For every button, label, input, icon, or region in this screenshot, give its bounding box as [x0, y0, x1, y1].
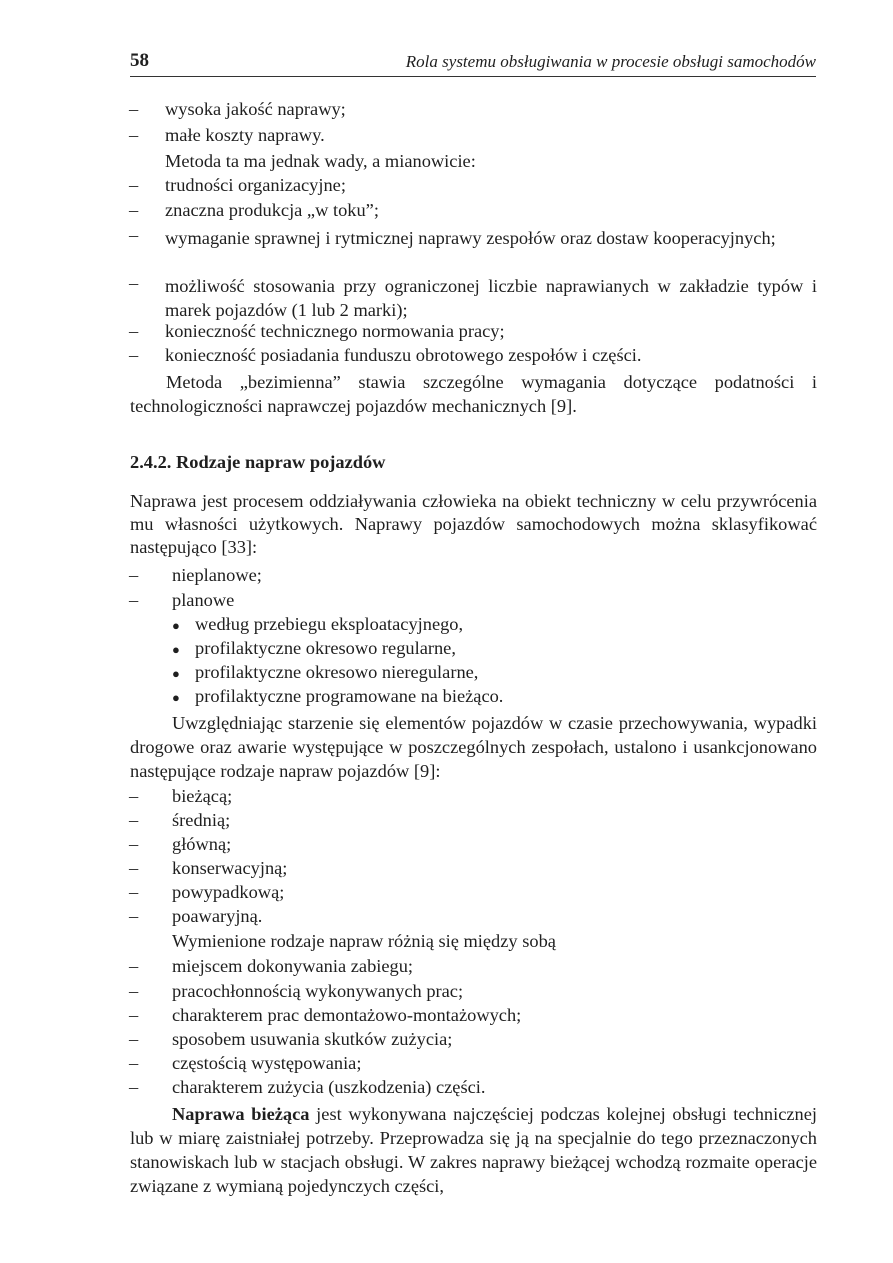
list-item: konieczność technicznego normowania pracy; — [165, 321, 505, 341]
page-header — [130, 50, 816, 77]
list-item: według przebiegu eksploatacyjnego, — [195, 614, 464, 634]
current-repair-paragraph — [130, 1102, 817, 1198]
paragraph: Uwzględniając starzenie się elementów pojazdów w czasie przechowywania, wypadki drogowe oraz awarie występujące w poszczególnych zespołach, ustalono i usankcjonowano następujące rodzaje napraw pojazdów [9]: — [130, 713, 817, 781]
running-title: Rola systemu obsługiwania w procesie obsługi samochodów — [405, 52, 816, 71]
list-item: planowe — [172, 590, 235, 610]
paragraph-text: jest wykonywana najczęściej podczas kolejnej obsługi technicznej lub w miarę zaistniałej potrzeby. Przeprowadza się ją na specjalnie do tego przeznaczonych stanowiskach lub w stacjach obsługi. W zakres naprawy bieżącej wchodzą rozmaite operacje związane z wymianą pojedynczych części, — [130, 1104, 817, 1196]
intro-paragraph: Naprawa jest procesem oddziaływania człowieka na obiekt techniczny w celu przywrócenia mu własności użytkowych. Naprawy pojazdów samochodowych można sklasyfikować następująco [33]: — [130, 491, 817, 557]
list-item: bieżącą; — [172, 786, 233, 806]
list-item: małe koszty naprawy. — [165, 125, 325, 145]
list-item: wysoka jakość naprawy; — [165, 99, 346, 119]
bullet: ● — [172, 690, 180, 705]
paragraph-intro: Metoda ta ma jednak wady, a mianowicie: — [165, 151, 476, 171]
bullet: ● — [172, 666, 180, 681]
paragraph-intro: Wymienione rodzaje napraw różnią się między sobą — [172, 931, 556, 951]
dash: – — [129, 99, 139, 119]
list-item: możliwość stosowania przy ograniczonej liczbie naprawianych w zakładzie typów i marek pojazdów (1 lub 2 marki); — [165, 276, 817, 320]
list-item: charakterem prac demontażowo-montażowych; — [172, 1005, 522, 1025]
list-item: sposobem usuwania skutków zużycia; — [172, 1029, 453, 1049]
list-item: konserwacyjną; — [172, 858, 288, 878]
dash: – — [129, 125, 139, 145]
heading-title: Rodzaje napraw pojazdów — [176, 452, 386, 472]
list-item: poawaryjną. — [172, 906, 263, 926]
page-number: 58 — [130, 50, 149, 71]
list-item: konieczność posiadania funduszu obrotowego zespołów i części. — [165, 345, 642, 365]
list-item: nieplanowe; — [172, 565, 262, 585]
list-item: profilaktyczne okresowo nieregularne, — [195, 662, 479, 682]
list-item: pracochłonnością wykonywanych prac; — [172, 981, 464, 1001]
heading-number: 2.4.2. — [130, 452, 172, 472]
closing-paragraph: Metoda „bezimienna” stawia szczególne wymagania dotyczące podatności i technologiczności naprawczej pojazdów mechanicznych [9]. — [130, 372, 817, 416]
section-heading — [130, 452, 385, 473]
list-item: trudności organizacyjne; — [165, 175, 346, 195]
list-item: główną; — [172, 834, 232, 854]
list-item: miejscem dokonywania zabiegu; — [172, 956, 414, 976]
bullet: ● — [172, 642, 180, 657]
term-current-repair: Naprawa bieżąca — [172, 1104, 310, 1124]
list-item: średnią; — [172, 810, 231, 830]
list-item: powypadkową; — [172, 882, 285, 902]
list-item: częstością występowania; — [172, 1053, 362, 1073]
list-item: znaczna produkcja „w toku”; — [165, 200, 379, 220]
list-item: charakterem zużycia (uszkodzenia) części. — [172, 1077, 486, 1097]
list-item: wymaganie sprawnej i rytmicznej naprawy zespołów oraz dostaw kooperacyjnych; — [165, 228, 776, 248]
list-item: profilaktyczne programowane na bieżąco. — [195, 686, 504, 706]
bullet: ● — [172, 618, 180, 633]
list-item: profilaktyczne okresowo regularne, — [195, 638, 456, 658]
